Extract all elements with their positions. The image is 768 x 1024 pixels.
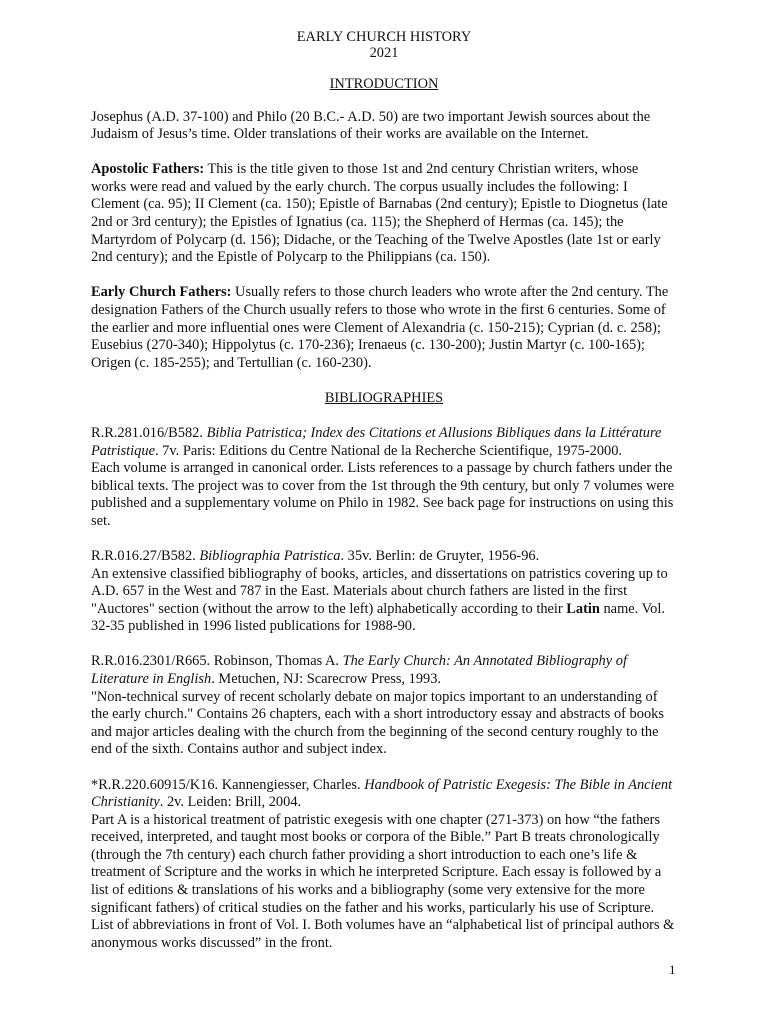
apostolic-fathers-paragraph [91,161,677,267]
annotation-emphasis: Latin [566,600,600,617]
early-church-fathers-paragraph [91,284,677,372]
bibliography-entry [91,425,677,531]
call-number: R.R.281.016/B582. [91,424,203,441]
early-church-fathers-text: Usually refers to those church leaders who wrote after the 2nd century. The designation Fathers of the Church usually refers to those who wrote in the first 6 centuries. Some of the earlier and more influential ones were Clement of Alexandria (c. 150-215); Cyprian (d. c. 258); Eusebius (270-340); Hippolytus (c. 170-236); Irenaeus (c. 130-200); Justin Martyr (c. 100-165); Origen (c. 185-255); and Tertullian (c. 160-230). [91,284,669,371]
bibliography-annotation [91,566,677,636]
publication-info: . 35v. Berlin: de Gruyter, 1956-96. [340,547,540,564]
call-number: R.R.016.27/B582. [91,547,196,564]
bibliography-citation [91,777,677,812]
publication-info: . 7v. Paris: Editions du Centre National de la Recherche Scientifique, 1975-2000. [154,442,623,459]
bibliography-annotation: Part A is a historical treatment of patristic exegesis with one chapter (271-373) on how “the fathers received, interpreted, and taught most books or corpora of the Bible.” Part B treats chronologically (through the 7th century) each church father providing a short introduction to each one’s life & treatment of Scripture and the works in which he interpreted Scripture. Each essay is followed by a list of editions & translations of his works and a bibliography (some very extensive for the more significant fathers) of critical studies on the father and his works, particularly his use of Scripture. List of abbreviations in front of Vol. I. Both volumes have an “alphabetical list of principal authors & anonymous works discussed” in the front. [91,811,675,951]
work-title: Bibliographia Patristica [199,547,341,564]
bibliography-entry [91,548,677,636]
apostolic-fathers-label: Apostolic Fathers: [91,161,205,178]
bibliography-entry [91,653,677,759]
document-content [91,29,677,952]
intro-paragraph: Josephus (A.D. 37-100) and Philo (20 B.C.- A.D. 50) are two important Jewish sources about the Judaism of Jesus’s time. Older translations of their works are available on the Internet. [91,108,651,143]
bibliography-citation [91,653,677,688]
work-title: The Early Church: An Annotated Bibliography of Literature in English [91,653,627,688]
bibliography-citation [91,425,677,460]
work-title: Biblia Patristica; Index des Citations et Allusions Bibliques dans la Littérature Patristique [91,424,662,459]
early-church-fathers-label: Early Church Fathers: [91,284,232,301]
bibliography-citation [91,548,677,566]
apostolic-fathers-text: This is the title given to those 1st and 2nd century Christian writers, whose works were read and valued by the early church. The corpus usually includes the following: I Clement (ca. 95); II Clement (ca. 150); Epistle of Barnabas (2nd century); Epistle to Diognetus (late 2nd or 3rd century); the Epistles of Ignatius (ca. 115); the Shepherd of Hermas (ca. 145); the Martyrdom of Polycarp (d. 156); Didache, or the Teaching of the Twelve Apostles (late 1st or early 2nd century); and the Epistle of Polycarp to the Philippians (ca. 150). [91,161,668,266]
introduction-heading: INTRODUCTION [329,76,439,92]
work-title: Handbook of Patristic Exegesis: The Bible in Ancient Christianity [91,776,673,811]
document-year: 2021 [369,45,399,61]
call-number: R.R.016.2301/R665. Robinson, Thomas A. [91,653,339,670]
document-title: EARLY CHURCH HISTORY [296,29,472,45]
bibliography-annotation: Each volume is arranged in canonical order. Lists references to a passage by church fathers under the biblical texts. The project was to cover from the 1st through the 9th century, but only 7 volumes were published and a supplementary volume on Philo in 1982. See back page for instructions on using this set. [91,460,675,529]
publication-info: . 2v. Leiden: Brill, 2004. [159,794,302,811]
call-number: *R.R.220.60915/K16. Kannengiesser, Charles. [91,776,361,793]
bibliography-entry [91,777,677,953]
bibliographies-heading: BIBLIOGRAPHIES [324,389,444,406]
bibliography-annotation: "Non-technical survey of recent scholarly debate on major topics important to an understanding of the early church." Contains 26 chapters, each with a short introductory essay and abstracts of books and major articles dealing with the church from the beginning of the second century roughly to the end of the sixth. Contains author and subject index. [91,688,664,758]
annotation-text: An extensive classified bibliography of books, articles, and dissertations on patristics covering up to A.D. 657 in the West and 787 in the East. Materials about church fathers are listed in the first "Auctores" section (without the arrow to the left) alphabetically according to their [91,565,668,617]
page-number: 1 [669,962,676,977]
publication-info: . Metuchen, NJ: Scarecrow Press, 1993. [211,671,442,688]
annotation-text: name. Vol. 32-35 published in 1996 listed publications for 1988-90. [91,600,665,635]
